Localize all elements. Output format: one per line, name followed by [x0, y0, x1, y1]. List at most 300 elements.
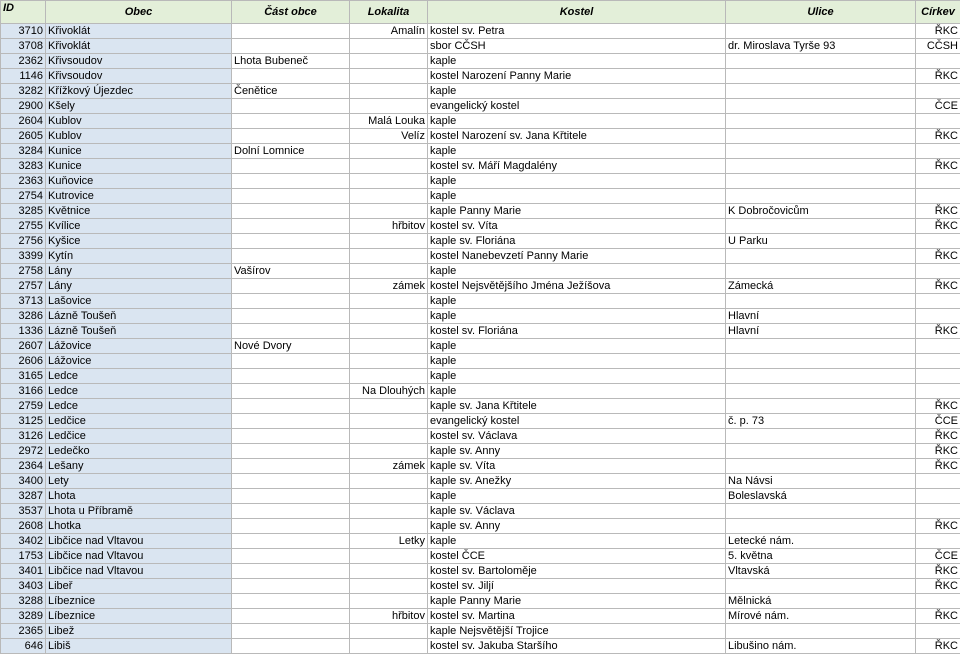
cell-obec: Lety — [46, 474, 232, 489]
cell-id: 1146 — [1, 69, 46, 84]
cell-lokalita — [350, 624, 428, 639]
cell-lokalita — [350, 639, 428, 654]
cell-id: 3713 — [1, 294, 46, 309]
cell-cirkev: ČCE — [916, 549, 960, 564]
cell-lokalita: Na Dlouhých — [350, 384, 428, 399]
table-row — [1, 399, 960, 414]
cell-ulice — [726, 369, 916, 384]
header-lokalita: Lokalita — [350, 1, 428, 24]
cell-kostel: kostel sv. Víta — [428, 219, 726, 234]
cell-ulice — [726, 174, 916, 189]
cell-obec: Kublov — [46, 129, 232, 144]
cell-cirkev — [916, 114, 960, 129]
cell-obec: Květnice — [46, 204, 232, 219]
cell-id: 646 — [1, 639, 46, 654]
cell-lokalita — [350, 249, 428, 264]
cell-kostel: kaple — [428, 339, 726, 354]
cell-lokalita: Velíz — [350, 129, 428, 144]
table-row — [1, 294, 960, 309]
cell-obec: Křivsoudov — [46, 54, 232, 69]
cell-ulice — [726, 84, 916, 99]
table-row — [1, 39, 960, 54]
table-row — [1, 339, 960, 354]
cell-obec: Lašovice — [46, 294, 232, 309]
cell-obec: Libež — [46, 624, 232, 639]
cell-obec: Libčice nad Vltavou — [46, 564, 232, 579]
cell-cast-obce — [232, 249, 350, 264]
cell-cast-obce: Lhota Bubeneč — [232, 54, 350, 69]
cell-obec: Ledčice — [46, 414, 232, 429]
table-row — [1, 264, 960, 279]
cell-id: 3403 — [1, 579, 46, 594]
cell-ulice: K Dobročovicům — [726, 204, 916, 219]
cell-lokalita — [350, 54, 428, 69]
cell-cast-obce — [232, 114, 350, 129]
header-row — [1, 1, 960, 24]
table-row — [1, 519, 960, 534]
cell-kostel: kaple — [428, 144, 726, 159]
cell-cirkev: ŘKC — [916, 279, 960, 294]
table-row — [1, 69, 960, 84]
cell-obec: Lány — [46, 264, 232, 279]
cell-lokalita — [350, 144, 428, 159]
cell-lokalita: hřbitov — [350, 609, 428, 624]
cell-kostel: kaple — [428, 174, 726, 189]
cell-cast-obce — [232, 429, 350, 444]
cell-kostel: kostel Nejsvětějšího Jména Ježíšova — [428, 279, 726, 294]
cell-cast-obce: Dolní Lomnice — [232, 144, 350, 159]
cell-obec: Kvílice — [46, 219, 232, 234]
table-row — [1, 144, 960, 159]
cell-ulice: 5. května — [726, 549, 916, 564]
table-row — [1, 54, 960, 69]
cell-lokalita — [350, 519, 428, 534]
cell-id: 2606 — [1, 354, 46, 369]
cell-lokalita: Amalín — [350, 24, 428, 39]
cell-cast-obce — [232, 384, 350, 399]
cell-id: 1336 — [1, 324, 46, 339]
cell-kostel: kostel sv. Máří Magdalény — [428, 159, 726, 174]
cell-kostel: kaple sv. Víta — [428, 459, 726, 474]
table-row — [1, 444, 960, 459]
cell-cast-obce — [232, 489, 350, 504]
cell-obec: Lázně Toušeň — [46, 309, 232, 324]
cell-obec: Kunice — [46, 144, 232, 159]
table-row — [1, 279, 960, 294]
cell-ulice: U Parku — [726, 234, 916, 249]
table-body — [1, 24, 960, 654]
cell-cirkev: ŘKC — [916, 429, 960, 444]
table-row — [1, 249, 960, 264]
cell-cirkev — [916, 624, 960, 639]
cell-cast-obce — [232, 519, 350, 534]
cell-cast-obce — [232, 24, 350, 39]
table-row — [1, 609, 960, 624]
cell-cirkev: ŘKC — [916, 204, 960, 219]
cell-cast-obce — [232, 174, 350, 189]
cell-cirkev — [916, 84, 960, 99]
cell-lokalita: zámek — [350, 459, 428, 474]
cell-cast-obce — [232, 69, 350, 84]
cell-id: 3288 — [1, 594, 46, 609]
cell-kostel: kostel sv. Václava — [428, 429, 726, 444]
cell-lokalita — [350, 84, 428, 99]
cell-kostel: kaple — [428, 354, 726, 369]
cell-lokalita: hřbitov — [350, 219, 428, 234]
cell-id: 3289 — [1, 609, 46, 624]
cell-id: 3166 — [1, 384, 46, 399]
cell-id: 3537 — [1, 504, 46, 519]
cell-cast-obce — [232, 579, 350, 594]
cell-ulice — [726, 429, 916, 444]
cell-kostel: kaple — [428, 369, 726, 384]
cell-kostel: kostel sv. Jiljí — [428, 579, 726, 594]
cell-obec: Kutrovice — [46, 189, 232, 204]
cell-id: 3284 — [1, 144, 46, 159]
cell-kostel: kaple Panny Marie — [428, 594, 726, 609]
cell-id: 3400 — [1, 474, 46, 489]
table-row — [1, 309, 960, 324]
cell-cast-obce — [232, 294, 350, 309]
table-row — [1, 174, 960, 189]
cell-id: 2607 — [1, 339, 46, 354]
cell-obec: Ledce — [46, 399, 232, 414]
cell-cirkev — [916, 144, 960, 159]
cell-ulice: Boleslavská — [726, 489, 916, 504]
cell-cirkev — [916, 339, 960, 354]
cell-cast-obce — [232, 39, 350, 54]
cell-ulice: Libušino nám. — [726, 639, 916, 654]
table-row — [1, 504, 960, 519]
cell-kostel: kostel ČCE — [428, 549, 726, 564]
cell-cast-obce — [232, 504, 350, 519]
cell-cast-obce — [232, 639, 350, 654]
table-row — [1, 414, 960, 429]
cell-ulice — [726, 519, 916, 534]
cell-cirkev: ŘKC — [916, 564, 960, 579]
cell-cast-obce — [232, 159, 350, 174]
cell-ulice — [726, 99, 916, 114]
cell-lokalita — [350, 489, 428, 504]
cell-ulice — [726, 444, 916, 459]
cell-ulice: Mělnická — [726, 594, 916, 609]
cell-id: 3283 — [1, 159, 46, 174]
cell-cirkev — [916, 504, 960, 519]
cell-lokalita — [350, 294, 428, 309]
table-row — [1, 429, 960, 444]
cell-id: 2604 — [1, 114, 46, 129]
cell-obec: Lešany — [46, 459, 232, 474]
cell-cast-obce — [232, 564, 350, 579]
cell-cast-obce — [232, 474, 350, 489]
cell-obec: Křivoklát — [46, 39, 232, 54]
cell-cast-obce — [232, 399, 350, 414]
table-row — [1, 234, 960, 249]
table-row — [1, 99, 960, 114]
cell-id: 2363 — [1, 174, 46, 189]
table-row — [1, 354, 960, 369]
cell-id: 3710 — [1, 24, 46, 39]
cell-kostel: kaple — [428, 264, 726, 279]
cell-lokalita: zámek — [350, 279, 428, 294]
cell-obec: Libčice nad Vltavou — [46, 534, 232, 549]
cell-id: 2362 — [1, 54, 46, 69]
table-row — [1, 114, 960, 129]
cell-cast-obce: Nové Dvory — [232, 339, 350, 354]
cell-ulice: Letecké nám. — [726, 534, 916, 549]
table-row — [1, 189, 960, 204]
cell-id: 2759 — [1, 399, 46, 414]
cell-kostel: kaple sv. Anny — [428, 519, 726, 534]
cell-obec: Lhotka — [46, 519, 232, 534]
table-row — [1, 384, 960, 399]
cell-kostel: kaple sv. Jana Křtitele — [428, 399, 726, 414]
cell-cast-obce — [232, 609, 350, 624]
cell-obec: Lhota u Příbramě — [46, 504, 232, 519]
header-obec: Obec — [46, 1, 232, 24]
table-row — [1, 594, 960, 609]
cell-obec: Křížkový Újezdec — [46, 84, 232, 99]
cell-kostel: kaple — [428, 294, 726, 309]
header-id: ID — [1, 1, 46, 24]
cell-kostel: kaple sv. Anny — [428, 444, 726, 459]
cell-lokalita — [350, 204, 428, 219]
cell-cirkev: ŘKC — [916, 459, 960, 474]
cell-kostel: kostel Nanebevzetí Panny Marie — [428, 249, 726, 264]
table-row — [1, 369, 960, 384]
table-row — [1, 84, 960, 99]
cell-obec: Ledečko — [46, 444, 232, 459]
table-row — [1, 474, 960, 489]
cell-lokalita — [350, 159, 428, 174]
cell-kostel: kaple Nejsvětější Trojice — [428, 624, 726, 639]
cell-lokalita: Letky — [350, 534, 428, 549]
cell-lokalita — [350, 549, 428, 564]
cell-ulice — [726, 459, 916, 474]
table-row — [1, 159, 960, 174]
cell-cirkev: ŘKC — [916, 519, 960, 534]
cell-obec: Kublov — [46, 114, 232, 129]
cell-cast-obce — [232, 129, 350, 144]
cell-cast-obce — [232, 279, 350, 294]
cell-cirkev — [916, 309, 960, 324]
cell-lokalita — [350, 504, 428, 519]
cell-cirkev — [916, 594, 960, 609]
table-row — [1, 219, 960, 234]
cell-cast-obce — [232, 204, 350, 219]
cell-ulice — [726, 624, 916, 639]
cell-ulice — [726, 579, 916, 594]
cell-lokalita — [350, 354, 428, 369]
cell-ulice — [726, 294, 916, 309]
cell-id: 3287 — [1, 489, 46, 504]
cell-lokalita — [350, 309, 428, 324]
cell-obec: Lázně Toušeň — [46, 324, 232, 339]
cell-id: 3708 — [1, 39, 46, 54]
cell-cirkev — [916, 189, 960, 204]
cell-ulice — [726, 249, 916, 264]
cell-kostel: kaple — [428, 189, 726, 204]
cell-lokalita — [350, 324, 428, 339]
table-row — [1, 564, 960, 579]
table-row — [1, 639, 960, 654]
cell-id: 3402 — [1, 534, 46, 549]
cell-obec: Kunice — [46, 159, 232, 174]
cell-ulice — [726, 69, 916, 84]
cell-lokalita — [350, 339, 428, 354]
cell-obec: Křivsoudov — [46, 69, 232, 84]
cell-cirkev: ŘKC — [916, 324, 960, 339]
cell-ulice: Na Návsi — [726, 474, 916, 489]
cell-obec: Kyšice — [46, 234, 232, 249]
cell-cast-obce — [232, 99, 350, 114]
cell-ulice: Hlavní — [726, 309, 916, 324]
cell-id: 2754 — [1, 189, 46, 204]
table-row — [1, 204, 960, 219]
table-row — [1, 459, 960, 474]
cell-cirkev — [916, 54, 960, 69]
cell-lokalita — [350, 369, 428, 384]
cell-id: 2365 — [1, 624, 46, 639]
cell-cast-obce — [232, 234, 350, 249]
cell-kostel: kostel sv. Bartoloměje — [428, 564, 726, 579]
cell-obec: Kuňovice — [46, 174, 232, 189]
table-row — [1, 624, 960, 639]
cell-cirkev: ČCE — [916, 414, 960, 429]
cell-cirkev — [916, 534, 960, 549]
cell-kostel: kostel Narození Panny Marie — [428, 69, 726, 84]
cell-id: 3286 — [1, 309, 46, 324]
cell-cirkev: ŘKC — [916, 444, 960, 459]
cell-ulice — [726, 129, 916, 144]
cell-kostel: kostel sv. Martina — [428, 609, 726, 624]
cell-ulice — [726, 354, 916, 369]
cell-cirkev: CČSH — [916, 39, 960, 54]
cell-id: 3401 — [1, 564, 46, 579]
cell-cirkev — [916, 294, 960, 309]
cell-lokalita — [350, 564, 428, 579]
cell-kostel: kaple — [428, 84, 726, 99]
cell-cirkev: ŘKC — [916, 639, 960, 654]
cell-ulice: Zámecká — [726, 279, 916, 294]
cell-ulice: Vltavská — [726, 564, 916, 579]
cell-lokalita — [350, 594, 428, 609]
cell-id: 2755 — [1, 219, 46, 234]
cell-id: 2605 — [1, 129, 46, 144]
cell-kostel: kostel sv. Floriána — [428, 324, 726, 339]
cell-cast-obce — [232, 309, 350, 324]
cell-ulice — [726, 24, 916, 39]
cell-kostel: kaple sv. Floriána — [428, 234, 726, 249]
cell-lokalita: Malá Louka — [350, 114, 428, 129]
cell-kostel: kaple — [428, 114, 726, 129]
cell-id: 2364 — [1, 459, 46, 474]
cell-obec: Líbeznice — [46, 609, 232, 624]
table-row — [1, 534, 960, 549]
cell-cirkev — [916, 234, 960, 249]
cell-id: 2757 — [1, 279, 46, 294]
cell-cast-obce — [232, 189, 350, 204]
cell-ulice: Hlavní — [726, 324, 916, 339]
cell-lokalita — [350, 234, 428, 249]
cell-obec: Ledce — [46, 369, 232, 384]
cell-obec: Kytín — [46, 249, 232, 264]
cell-kostel: kaple sv. Anežky — [428, 474, 726, 489]
cell-lokalita — [350, 429, 428, 444]
cell-cast-obce — [232, 594, 350, 609]
cell-ulice — [726, 144, 916, 159]
cell-cast-obce — [232, 624, 350, 639]
table-row — [1, 579, 960, 594]
cell-cirkev: ŘKC — [916, 24, 960, 39]
cell-lokalita — [350, 174, 428, 189]
header-kostel: Kostel — [428, 1, 726, 24]
cell-ulice — [726, 54, 916, 69]
cell-id: 2900 — [1, 99, 46, 114]
cell-id: 2972 — [1, 444, 46, 459]
cell-kostel: kaple — [428, 489, 726, 504]
cell-obec: Líbeznice — [46, 594, 232, 609]
cell-cirkev: ŘKC — [916, 249, 960, 264]
table-row — [1, 24, 960, 39]
cell-cirkev: ŘKC — [916, 579, 960, 594]
cell-cirkev — [916, 489, 960, 504]
cell-obec: Ledce — [46, 384, 232, 399]
table-row — [1, 489, 960, 504]
cell-ulice — [726, 504, 916, 519]
cell-id: 2756 — [1, 234, 46, 249]
cell-obec: Křivoklát — [46, 24, 232, 39]
cell-id: 3399 — [1, 249, 46, 264]
cell-cast-obce — [232, 534, 350, 549]
cell-cirkev: ŘKC — [916, 159, 960, 174]
table-row — [1, 549, 960, 564]
cell-lokalita — [350, 414, 428, 429]
cell-ulice — [726, 264, 916, 279]
cell-cirkev: ŘKC — [916, 129, 960, 144]
cell-cirkev — [916, 264, 960, 279]
cell-ulice — [726, 114, 916, 129]
cell-kostel: kaple Panny Marie — [428, 204, 726, 219]
cell-id: 3126 — [1, 429, 46, 444]
cell-cast-obce — [232, 459, 350, 474]
cell-kostel: kaple sv. Václava — [428, 504, 726, 519]
cell-cirkev — [916, 369, 960, 384]
cell-id: 3285 — [1, 204, 46, 219]
cell-kostel: evangelický kostel — [428, 414, 726, 429]
cell-cast-obce — [232, 354, 350, 369]
cell-cirkev: ŘKC — [916, 219, 960, 234]
cell-kostel: sbor CČSH — [428, 39, 726, 54]
cell-cirkev: ŘKC — [916, 399, 960, 414]
cell-cast-obce: Vašírov — [232, 264, 350, 279]
cell-cast-obce — [232, 369, 350, 384]
cell-obec: Libčice nad Vltavou — [46, 549, 232, 564]
cell-cirkev — [916, 384, 960, 399]
cell-ulice: dr. Miroslava Tyrše 93 — [726, 39, 916, 54]
cell-kostel: kaple — [428, 534, 726, 549]
cell-kostel: kaple — [428, 54, 726, 69]
cell-id: 3282 — [1, 84, 46, 99]
cell-ulice — [726, 189, 916, 204]
cell-cast-obce — [232, 444, 350, 459]
cell-ulice: č. p. 73 — [726, 414, 916, 429]
header-cast-obce: Část obce — [232, 1, 350, 24]
cell-ulice — [726, 384, 916, 399]
cell-cast-obce — [232, 324, 350, 339]
cell-id: 3125 — [1, 414, 46, 429]
cell-lokalita — [350, 264, 428, 279]
